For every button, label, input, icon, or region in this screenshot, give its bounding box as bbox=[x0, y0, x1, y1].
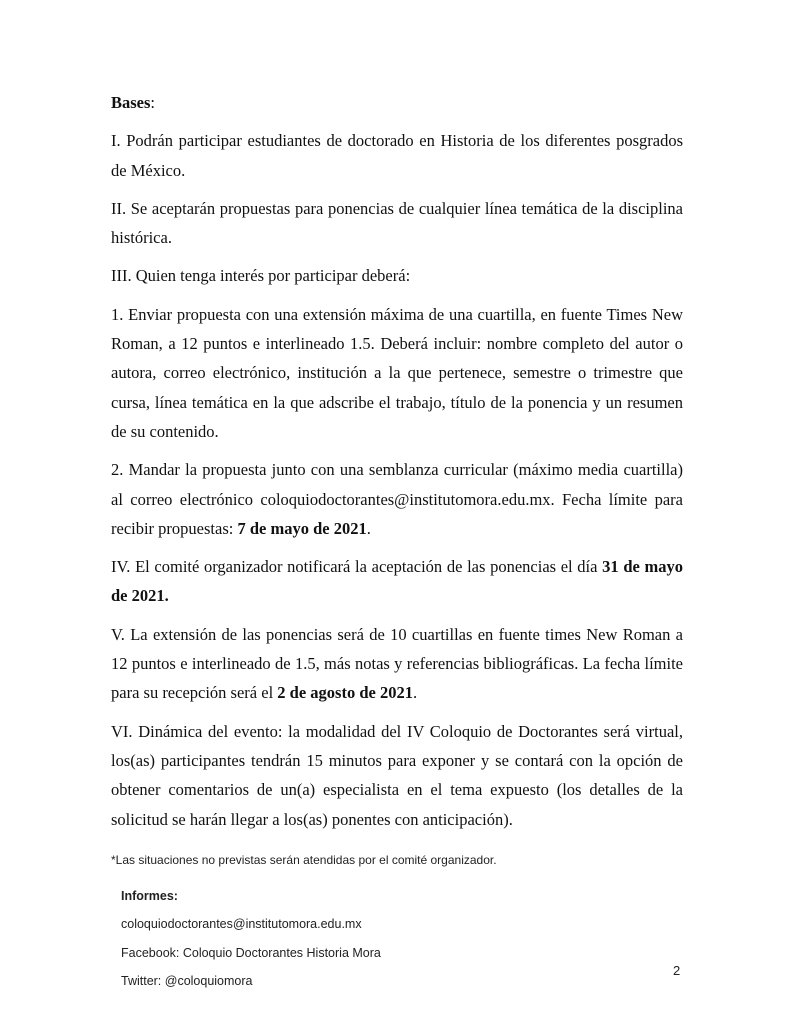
paragraph-v-end: . bbox=[412, 683, 418, 703]
contact-info bbox=[121, 886, 381, 999]
paragraph-v bbox=[111, 620, 683, 708]
contact-facebook: Facebook: Coloquio Doctorantes Historia Mora bbox=[121, 945, 381, 960]
document-body bbox=[111, 88, 683, 843]
paragraph-1: 1. Enviar propuesta con una extensión máxima de una cuartilla, en fuente Times New Roman, a 12 puntos e interlineado 1.5. Deberá incluir: nombre completo del autor o autora, correo electrónico, institución a la que pertenece, semestre o trimestre que cursa, línea temática en la que adscribe el trabajo, título de la ponencia y un resumen de su contenido. bbox=[111, 304, 683, 441]
paragraph-iv-text: IV. El comité organizador notificará la aceptación de las ponencias el día bbox=[111, 557, 603, 577]
deadline-proposals: 7 de mayo de 2021 bbox=[237, 518, 367, 538]
paragraph-iii: III. Quien tenga interés por participar deberá: bbox=[111, 266, 411, 286]
paragraph-2-text: 2. Mandar la propuesta junto con una semblanza curricular (máximo media cuartilla) al correo electrónico coloquiodoctorantes@institutomora.edu.mx. Fecha límite para recibir propuestas: bbox=[111, 460, 683, 538]
bases-heading bbox=[111, 88, 683, 117]
footnote: *Las situaciones no previstas serán atendidas por el comité organizador. bbox=[111, 853, 497, 867]
contact-twitter: Twitter: @coloquiomora bbox=[121, 973, 253, 988]
page-number: 2 bbox=[673, 963, 681, 978]
paragraph-iv bbox=[111, 552, 683, 611]
paragraph-ii: II. Se aceptarán propuestas para ponencias de cualquier línea temática de la disciplina histórica. bbox=[111, 198, 683, 248]
paragraph-i: I. Podrán participar estudiantes de doctorado en Historia de los diferentes posgrados de México. bbox=[111, 131, 683, 180]
paragraph-2-end: . bbox=[366, 518, 371, 538]
paragraph-2 bbox=[111, 455, 683, 543]
notification-date: 31 de mayo de 2021. bbox=[111, 557, 683, 606]
paragraph-v-text: V. La extensión de las ponencias será de 10 cuartillas en fuente times New Roman a 12 puntos e interlineado de 1.5, más notas y referencias bibliográficas. La fecha límite para su recepción será el bbox=[111, 624, 683, 703]
bases-colon: : bbox=[150, 93, 156, 112]
informes-title: Informes: bbox=[121, 889, 178, 903]
contact-email: coloquiodoctorantes@institutomora.edu.mx bbox=[121, 917, 362, 932]
bases-label: Bases bbox=[111, 93, 151, 112]
deadline-papers: 2 de agosto de 2021 bbox=[277, 683, 413, 703]
paragraph-vi: VI. Dinámica del evento: la modalidad del IV Coloquio de Doctorantes será virtual, los(as) participantes tendrán 15 minutos para exponer y se contará con la opción de obtener comentarios de un(a) especialista en el tema expuesto (los detalles de la solicitud se harán llegar a los(as) ponentes con anticipación). bbox=[111, 721, 683, 829]
